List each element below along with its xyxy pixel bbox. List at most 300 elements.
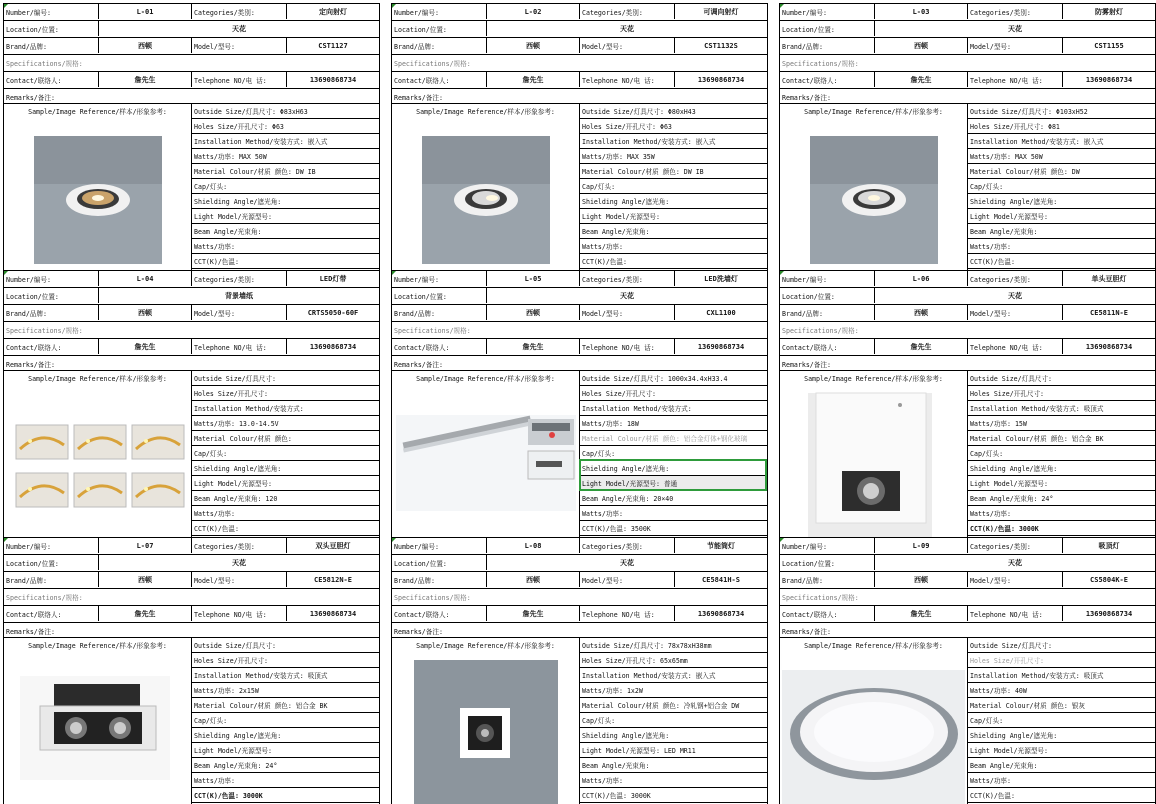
- property-row[interactable]: Shielding Angle/遮光角:: [580, 728, 767, 743]
- remarks-label: Remarks/备注:: [782, 360, 831, 369]
- brand-value: 西顿: [874, 38, 967, 53]
- property-row[interactable]: Outside Size/灯具尺寸:: [192, 638, 379, 653]
- spec-card-L-09: [779, 537, 1156, 804]
- property-row[interactable]: Beam Angle/光束角:: [968, 758, 1155, 773]
- property-row[interactable]: Outside Size/灯具尺寸: Φ103xH52: [968, 104, 1155, 119]
- number-value: L-04: [98, 271, 191, 286]
- property-row[interactable]: Outside Size/灯具尺寸: 1000x34.4xH33.4: [580, 371, 767, 386]
- category-value: 防雾射灯: [1062, 4, 1155, 19]
- category-value: 可调向射灯: [674, 4, 767, 19]
- property-row[interactable]: Cap/灯头:: [580, 713, 767, 728]
- number-label: Number/编号:: [394, 275, 439, 284]
- property-row[interactable]: Installation Method/安装方式: 吸顶式: [968, 668, 1155, 683]
- number-label: Number/编号:: [6, 8, 51, 17]
- specifications-label: Specifications/规格:: [6, 59, 83, 68]
- property-row[interactable]: Shielding Angle/遮光角:: [192, 461, 379, 476]
- location-label: Location/位置:: [394, 559, 447, 568]
- remarks-label: Remarks/备注:: [782, 627, 831, 636]
- property-row[interactable]: Material Colour/材质 颜色: 铝合金 BK: [968, 431, 1155, 446]
- property-row[interactable]: Watts/功率: 2x15W: [192, 683, 379, 698]
- telephone-value: 13690868734: [674, 606, 767, 621]
- property-row[interactable]: Outside Size/灯具尺寸:: [968, 371, 1155, 386]
- model-value: CE5812N-E: [286, 572, 379, 587]
- contact-label: Contact/联络人:: [782, 343, 838, 352]
- spec-row: [4, 54, 379, 70]
- property-row[interactable]: Outside Size/灯具尺寸:: [968, 638, 1155, 653]
- contact-value: 詹先生: [874, 606, 967, 621]
- property-row[interactable]: Shielding Angle/遮光角:: [968, 728, 1155, 743]
- remarks-row: [780, 88, 1155, 104]
- number-label: Number/编号:: [782, 275, 827, 284]
- property-list: [191, 637, 379, 804]
- sample-image-area: [780, 103, 967, 270]
- location-row: [392, 554, 767, 570]
- property-row[interactable]: Cap/灯头:: [968, 179, 1155, 194]
- property-row[interactable]: Light Model/光源型号: 普通: [580, 476, 767, 491]
- brand-value: 西顿: [98, 572, 191, 587]
- remarks-label: Remarks/备注:: [782, 93, 831, 102]
- spec-row: [392, 321, 767, 337]
- property-row[interactable]: Light Model/光源型号:: [192, 743, 379, 758]
- category-label: Categories/类别:: [967, 271, 1062, 286]
- property-row[interactable]: Material Colour/材质 颜色: DW IB: [192, 164, 379, 179]
- sample-image-area: [780, 637, 967, 804]
- location-label: Location/位置:: [782, 559, 835, 568]
- property-row[interactable]: Watts/功率:: [968, 773, 1155, 788]
- location-row: [392, 20, 767, 36]
- contact-value: 詹先生: [486, 339, 579, 354]
- sample-label: Sample/Image Reference/样本/形象参考:: [28, 375, 167, 383]
- property-row[interactable]: Cap/灯头:: [192, 713, 379, 728]
- remarks-label: Remarks/备注:: [6, 360, 55, 369]
- contact-value: 詹先生: [874, 72, 967, 87]
- number-value: L-01: [98, 4, 191, 19]
- property-row[interactable]: Light Model/光源型号:: [580, 209, 767, 224]
- number-row: [4, 537, 379, 553]
- category-value: 双头豆胆灯: [286, 538, 379, 553]
- number-label: Number/编号:: [394, 542, 439, 551]
- property-row[interactable]: CCT(K)/色温: 3000K: [968, 521, 1155, 536]
- brand-row: [780, 571, 1155, 587]
- number-row: [4, 3, 379, 19]
- location-label: Location/位置:: [394, 25, 447, 34]
- remarks-label: Remarks/备注:: [394, 627, 443, 636]
- brand-label: Brand/品牌:: [394, 309, 435, 318]
- telephone-value: 13690868734: [1062, 72, 1155, 87]
- property-row[interactable]: Shielding Angle/遮光角:: [192, 194, 379, 209]
- model-label: Model/型号:: [579, 38, 674, 53]
- sample-label: Sample/Image Reference/样本/形象参考:: [804, 108, 943, 116]
- sample-image-area: [392, 370, 579, 537]
- property-row[interactable]: Holes Size/开孔尺寸: Φ63: [192, 119, 379, 134]
- number-row: [780, 537, 1155, 553]
- location-value: 天花: [486, 21, 767, 36]
- property-row[interactable]: CCT(K)/色温:: [192, 521, 379, 536]
- property-row[interactable]: Material Colour/材质 颜色: DW: [968, 164, 1155, 179]
- telephone-value: 13690868734: [1062, 606, 1155, 621]
- specifications-label: Specifications/规格:: [782, 593, 859, 602]
- remarks-row: [392, 622, 767, 638]
- number-row: [780, 3, 1155, 19]
- property-row[interactable]: Shielding Angle/遮光角:: [968, 194, 1155, 209]
- number-value: L-07: [98, 538, 191, 553]
- location-value: 天花: [98, 555, 379, 570]
- fixture-photo: [392, 385, 579, 537]
- number-row: [4, 270, 379, 286]
- property-row[interactable]: Beam Angle/光束角: 24°: [968, 491, 1155, 506]
- property-row[interactable]: Outside Size/灯具尺寸: Φ80xH43: [580, 104, 767, 119]
- property-row[interactable]: Outside Size/灯具尺寸: Φ83xH63: [192, 104, 379, 119]
- contact-value: 詹先生: [874, 339, 967, 354]
- telephone-label: Telephone NO/电 话:: [967, 339, 1062, 354]
- property-row[interactable]: Installation Method/安装方式:: [580, 401, 767, 416]
- number-row: [392, 3, 767, 19]
- sample-image-area: [4, 637, 191, 804]
- telephone-label: Telephone NO/电 话:: [191, 339, 286, 354]
- property-row[interactable]: Cap/灯头:: [192, 446, 379, 461]
- brand-value: 西顿: [98, 305, 191, 320]
- property-row[interactable]: Beam Angle/光束角: 120: [192, 491, 379, 506]
- property-row[interactable]: Material Colour/材质 颜色: DW IB: [580, 164, 767, 179]
- property-row[interactable]: CCT(K)/色温:: [192, 254, 379, 269]
- category-label: Categories/类别:: [191, 271, 286, 286]
- property-row[interactable]: Watts/功率: 18W: [580, 416, 767, 431]
- sample-image-area: [4, 103, 191, 270]
- fixture-photo: [4, 652, 191, 804]
- property-row[interactable]: Cap/灯头:: [968, 713, 1155, 728]
- contact-row: [780, 338, 1155, 354]
- brand-label: Brand/品牌:: [782, 309, 823, 318]
- contact-value: 詹先生: [486, 606, 579, 621]
- brand-label: Brand/品牌:: [6, 42, 47, 51]
- property-row[interactable]: Light Model/光源型号:: [192, 209, 379, 224]
- location-value: 天花: [874, 21, 1155, 36]
- location-label: Location/位置:: [6, 292, 59, 301]
- location-label: Location/位置:: [782, 292, 835, 301]
- property-row[interactable]: Shielding Angle/遮光角:: [968, 461, 1155, 476]
- comment-marker: [4, 271, 8, 275]
- number-label: Number/编号:: [6, 542, 51, 551]
- remarks-label: Remarks/备注:: [6, 93, 55, 102]
- fixture-photo: [4, 385, 191, 537]
- location-value: 天花: [874, 555, 1155, 570]
- brand-value: 西顿: [486, 305, 579, 320]
- brand-row: [4, 304, 379, 320]
- telephone-label: Telephone NO/电 话:: [579, 72, 674, 87]
- property-row[interactable]: Holes Size/开孔尺寸:: [580, 386, 767, 401]
- property-row[interactable]: Watts/功率: 40W: [968, 683, 1155, 698]
- location-label: Location/位置:: [6, 559, 59, 568]
- property-row[interactable]: Watts/功率:: [968, 506, 1155, 521]
- fixture-photo: [392, 118, 579, 270]
- category-label: Categories/类别:: [967, 538, 1062, 553]
- model-label: Model/型号:: [579, 305, 674, 320]
- telephone-label: Telephone NO/电 话:: [191, 72, 286, 87]
- property-row[interactable]: Light Model/光源型号:: [968, 209, 1155, 224]
- remarks-label: Remarks/备注:: [394, 360, 443, 369]
- remarks-row: [4, 355, 379, 371]
- model-label: Model/型号:: [579, 572, 674, 587]
- specifications-label: Specifications/规格:: [6, 326, 83, 335]
- property-row[interactable]: Beam Angle/光束角:: [968, 224, 1155, 239]
- category-value: LED灯带: [286, 271, 379, 286]
- number-row: [392, 537, 767, 553]
- location-value: 背景墙纸: [98, 288, 379, 303]
- model-value: CE5811N-E: [1062, 305, 1155, 320]
- category-label: Categories/类别:: [579, 538, 674, 553]
- property-row[interactable]: Beam Angle/光束角: 20×40: [580, 491, 767, 506]
- remarks-row: [392, 355, 767, 371]
- property-list: [579, 637, 767, 804]
- contact-value: 詹先生: [98, 72, 191, 87]
- number-value: L-02: [486, 4, 579, 19]
- contact-row: [392, 71, 767, 87]
- property-row[interactable]: CCT(K)/色温:: [580, 254, 767, 269]
- remarks-label: Remarks/备注:: [394, 93, 443, 102]
- number-value: L-05: [486, 271, 579, 286]
- comment-marker: [392, 538, 396, 542]
- property-row[interactable]: Watts/功率: MAX 50W: [968, 149, 1155, 164]
- property-row[interactable]: CCT(K)/色温:: [968, 254, 1155, 269]
- property-row[interactable]: Material Colour/材质 颜色: 铝合金 BK: [192, 698, 379, 713]
- spec-row: [392, 54, 767, 70]
- property-row[interactable]: Shielding Angle/遮光角:: [192, 728, 379, 743]
- property-list: [191, 103, 379, 270]
- property-row[interactable]: Light Model/光源型号:: [192, 476, 379, 491]
- property-row[interactable]: Light Model/光源型号:: [968, 476, 1155, 491]
- sample-label: Sample/Image Reference/样本/形象参考:: [28, 108, 167, 116]
- property-row[interactable]: Watts/功率:: [968, 239, 1155, 254]
- property-row[interactable]: Holes Size/开孔尺寸:: [968, 386, 1155, 401]
- brand-value: 西顿: [486, 572, 579, 587]
- brand-value: 西顿: [874, 572, 967, 587]
- brand-label: Brand/品牌:: [6, 309, 47, 318]
- remarks-row: [4, 622, 379, 638]
- property-list: [967, 637, 1155, 804]
- spec-card-L-04: [3, 270, 380, 537]
- location-row: [4, 554, 379, 570]
- number-label: Number/编号:: [394, 8, 439, 17]
- comment-marker: [780, 271, 784, 275]
- telephone-label: Telephone NO/电 话:: [967, 606, 1062, 621]
- property-row[interactable]: Watts/功率: MAX 35W: [580, 149, 767, 164]
- property-row[interactable]: Cap/灯头:: [192, 179, 379, 194]
- telephone-value: 13690868734: [286, 72, 379, 87]
- category-label: Categories/类别:: [579, 271, 674, 286]
- property-row[interactable]: Watts/功率:: [192, 773, 379, 788]
- property-row[interactable]: Installation Method/安装方式: 吸顶式: [968, 401, 1155, 416]
- brand-row: [4, 37, 379, 53]
- spec-card-L-08: [391, 537, 768, 804]
- category-label: Categories/类别:: [967, 4, 1062, 19]
- location-label: Location/位置:: [394, 292, 447, 301]
- property-row[interactable]: Watts/功率:: [580, 773, 767, 788]
- property-row[interactable]: Cap/灯头:: [968, 446, 1155, 461]
- property-row[interactable]: Shielding Angle/遮光角:: [580, 194, 767, 209]
- property-row[interactable]: CCT(K)/色温: 3500K: [580, 521, 767, 536]
- fixture-photo: [780, 652, 967, 804]
- property-row[interactable]: Outside Size/灯具尺寸:: [192, 371, 379, 386]
- property-row[interactable]: Watts/功率: 13.0-14.5V: [192, 416, 379, 431]
- sample-image-area: [780, 370, 967, 537]
- spec-card-L-05: [391, 270, 768, 537]
- number-value: L-06: [874, 271, 967, 286]
- location-label: Location/位置:: [782, 25, 835, 34]
- contact-value: 詹先生: [486, 72, 579, 87]
- property-row[interactable]: Watts/功率:: [580, 239, 767, 254]
- brand-value: 西顿: [98, 38, 191, 53]
- remarks-label: Remarks/备注:: [6, 627, 55, 636]
- fixture-photo: [392, 652, 579, 804]
- specifications-label: Specifications/规格:: [394, 593, 471, 602]
- brand-row: [780, 304, 1155, 320]
- telephone-label: Telephone NO/电 话:: [579, 606, 674, 621]
- location-value: 天花: [486, 555, 767, 570]
- property-row[interactable]: Cap/灯头:: [580, 446, 767, 461]
- brand-label: Brand/品牌:: [782, 576, 823, 585]
- contact-label: Contact/联络人:: [394, 343, 450, 352]
- model-value: CST1132S: [674, 38, 767, 53]
- contact-value: 詹先生: [98, 606, 191, 621]
- property-list: [579, 103, 767, 270]
- category-value: 定向射灯: [286, 4, 379, 19]
- specifications-label: Specifications/规格:: [394, 59, 471, 68]
- property-row[interactable]: Holes Size/开孔尺寸:: [192, 386, 379, 401]
- contact-row: [4, 338, 379, 354]
- model-value: CS5804K-E: [1062, 572, 1155, 587]
- brand-row: [392, 304, 767, 320]
- property-row[interactable]: Material Colour/材质 颜色: 冷轧钢+铝合金 DW: [580, 698, 767, 713]
- property-row[interactable]: Watts/功率: 1x2W: [580, 683, 767, 698]
- model-label: Model/型号:: [967, 305, 1062, 320]
- telephone-value: 13690868734: [674, 339, 767, 354]
- spec-row: [4, 321, 379, 337]
- spec-card-L-03: [779, 3, 1156, 270]
- sample-label: Sample/Image Reference/样本/形象参考:: [416, 642, 555, 650]
- telephone-label: Telephone NO/电 话:: [579, 339, 674, 354]
- property-row[interactable]: Installation Method/安装方式:: [192, 401, 379, 416]
- brand-label: Brand/品牌:: [6, 576, 47, 585]
- property-row[interactable]: Installation Method/安装方式: 嵌入式: [580, 668, 767, 683]
- property-list: [191, 370, 379, 537]
- fixture-photo: [4, 118, 191, 270]
- contact-row: [780, 71, 1155, 87]
- contact-value: 詹先生: [98, 339, 191, 354]
- property-row[interactable]: Installation Method/安装方式: 嵌入式: [580, 134, 767, 149]
- brand-value: 西顿: [874, 305, 967, 320]
- property-row[interactable]: Material Colour/材质 颜色: 铝合金灯体+钢化玻璃: [580, 431, 767, 446]
- number-value: L-03: [874, 4, 967, 19]
- brand-label: Brand/品牌:: [782, 42, 823, 51]
- contact-label: Contact/联络人:: [782, 76, 838, 85]
- number-label: Number/编号:: [6, 275, 51, 284]
- property-row[interactable]: Watts/功率:: [192, 506, 379, 521]
- spec-card-L-01: [3, 3, 380, 270]
- contact-label: Contact/联络人:: [394, 76, 450, 85]
- property-row[interactable]: Watts/功率: MAX 50W: [192, 149, 379, 164]
- telephone-value: 13690868734: [674, 72, 767, 87]
- property-row[interactable]: Watts/功率:: [580, 506, 767, 521]
- property-row[interactable]: Watts/功率: 15W: [968, 416, 1155, 431]
- spec-card-L-02: [391, 3, 768, 270]
- number-row: [392, 270, 767, 286]
- sample-label: Sample/Image Reference/样本/形象参考:: [804, 642, 943, 650]
- contact-label: Contact/联络人:: [782, 610, 838, 619]
- property-row[interactable]: Holes Size/开孔尺寸:: [968, 653, 1155, 668]
- fixture-photo: [780, 385, 967, 537]
- contact-row: [780, 605, 1155, 621]
- contact-label: Contact/联络人:: [6, 343, 62, 352]
- property-row[interactable]: Installation Method/安装方式: 嵌入式: [192, 134, 379, 149]
- property-row[interactable]: Beam Angle/光束角: 24°: [192, 758, 379, 773]
- comment-marker: [780, 4, 784, 8]
- model-value: CXL1100: [674, 305, 767, 320]
- property-row[interactable]: Holes Size/开孔尺寸: Φ63: [580, 119, 767, 134]
- property-row[interactable]: Beam Angle/光束角:: [192, 224, 379, 239]
- property-row[interactable]: CCT(K)/色温: 3000K: [580, 788, 767, 803]
- brand-row: [4, 571, 379, 587]
- property-row[interactable]: CCT(K)/色温: 3000K: [192, 788, 379, 803]
- contact-row: [392, 605, 767, 621]
- property-row[interactable]: Installation Method/安装方式: 吸顶式: [192, 668, 379, 683]
- telephone-label: Telephone NO/电 话:: [967, 72, 1062, 87]
- property-row[interactable]: Watts/功率:: [192, 239, 379, 254]
- contact-row: [4, 71, 379, 87]
- property-row[interactable]: Light Model/光源型号:: [968, 743, 1155, 758]
- location-value: 天花: [874, 288, 1155, 303]
- brand-row: [392, 37, 767, 53]
- property-row[interactable]: Outside Size/灯具尺寸: 78x78xH38mm: [580, 638, 767, 653]
- spec-row: [780, 588, 1155, 604]
- property-row[interactable]: Holes Size/开孔尺寸: 65x65mm: [580, 653, 767, 668]
- comment-marker: [392, 271, 396, 275]
- specifications-label: Specifications/规格:: [394, 326, 471, 335]
- property-row[interactable]: Light Model/光源型号: LED MR11: [580, 743, 767, 758]
- number-label: Number/编号:: [782, 542, 827, 551]
- remarks-row: [392, 88, 767, 104]
- property-row[interactable]: Installation Method/安装方式: 嵌入式: [968, 134, 1155, 149]
- model-label: Model/型号:: [967, 38, 1062, 53]
- property-list: [967, 370, 1155, 537]
- spec-card-L-07: [3, 537, 380, 804]
- specifications-label: Specifications/规格:: [782, 326, 859, 335]
- property-row[interactable]: Material Colour/材质 颜色:: [192, 431, 379, 446]
- sample-label: Sample/Image Reference/样本/形象参考:: [804, 375, 943, 383]
- contact-row: [392, 338, 767, 354]
- cell-selection: [579, 459, 767, 491]
- location-value: 天花: [98, 21, 379, 36]
- location-row: [780, 20, 1155, 36]
- brand-row: [780, 37, 1155, 53]
- property-row[interactable]: CCT(K)/色温:: [968, 788, 1155, 803]
- property-row[interactable]: Material Colour/材质 颜色: 银灰: [968, 698, 1155, 713]
- comment-marker: [392, 4, 396, 8]
- category-value: 节能筒灯: [674, 538, 767, 553]
- location-row: [392, 287, 767, 303]
- model-label: Model/型号:: [191, 305, 286, 320]
- property-row[interactable]: Beam Angle/光束角:: [580, 224, 767, 239]
- property-row[interactable]: Holes Size/开孔尺寸:: [192, 653, 379, 668]
- property-row[interactable]: Beam Angle/光束角:: [580, 758, 767, 773]
- brand-label: Brand/品牌:: [394, 576, 435, 585]
- property-row[interactable]: Cap/灯头:: [580, 179, 767, 194]
- property-row[interactable]: Holes Size/开孔尺寸: Φ81: [968, 119, 1155, 134]
- property-row[interactable]: Shielding Angle/遮光角:: [580, 461, 767, 476]
- model-value: CST1155: [1062, 38, 1155, 53]
- location-row: [780, 287, 1155, 303]
- location-row: [4, 287, 379, 303]
- location-row: [4, 20, 379, 36]
